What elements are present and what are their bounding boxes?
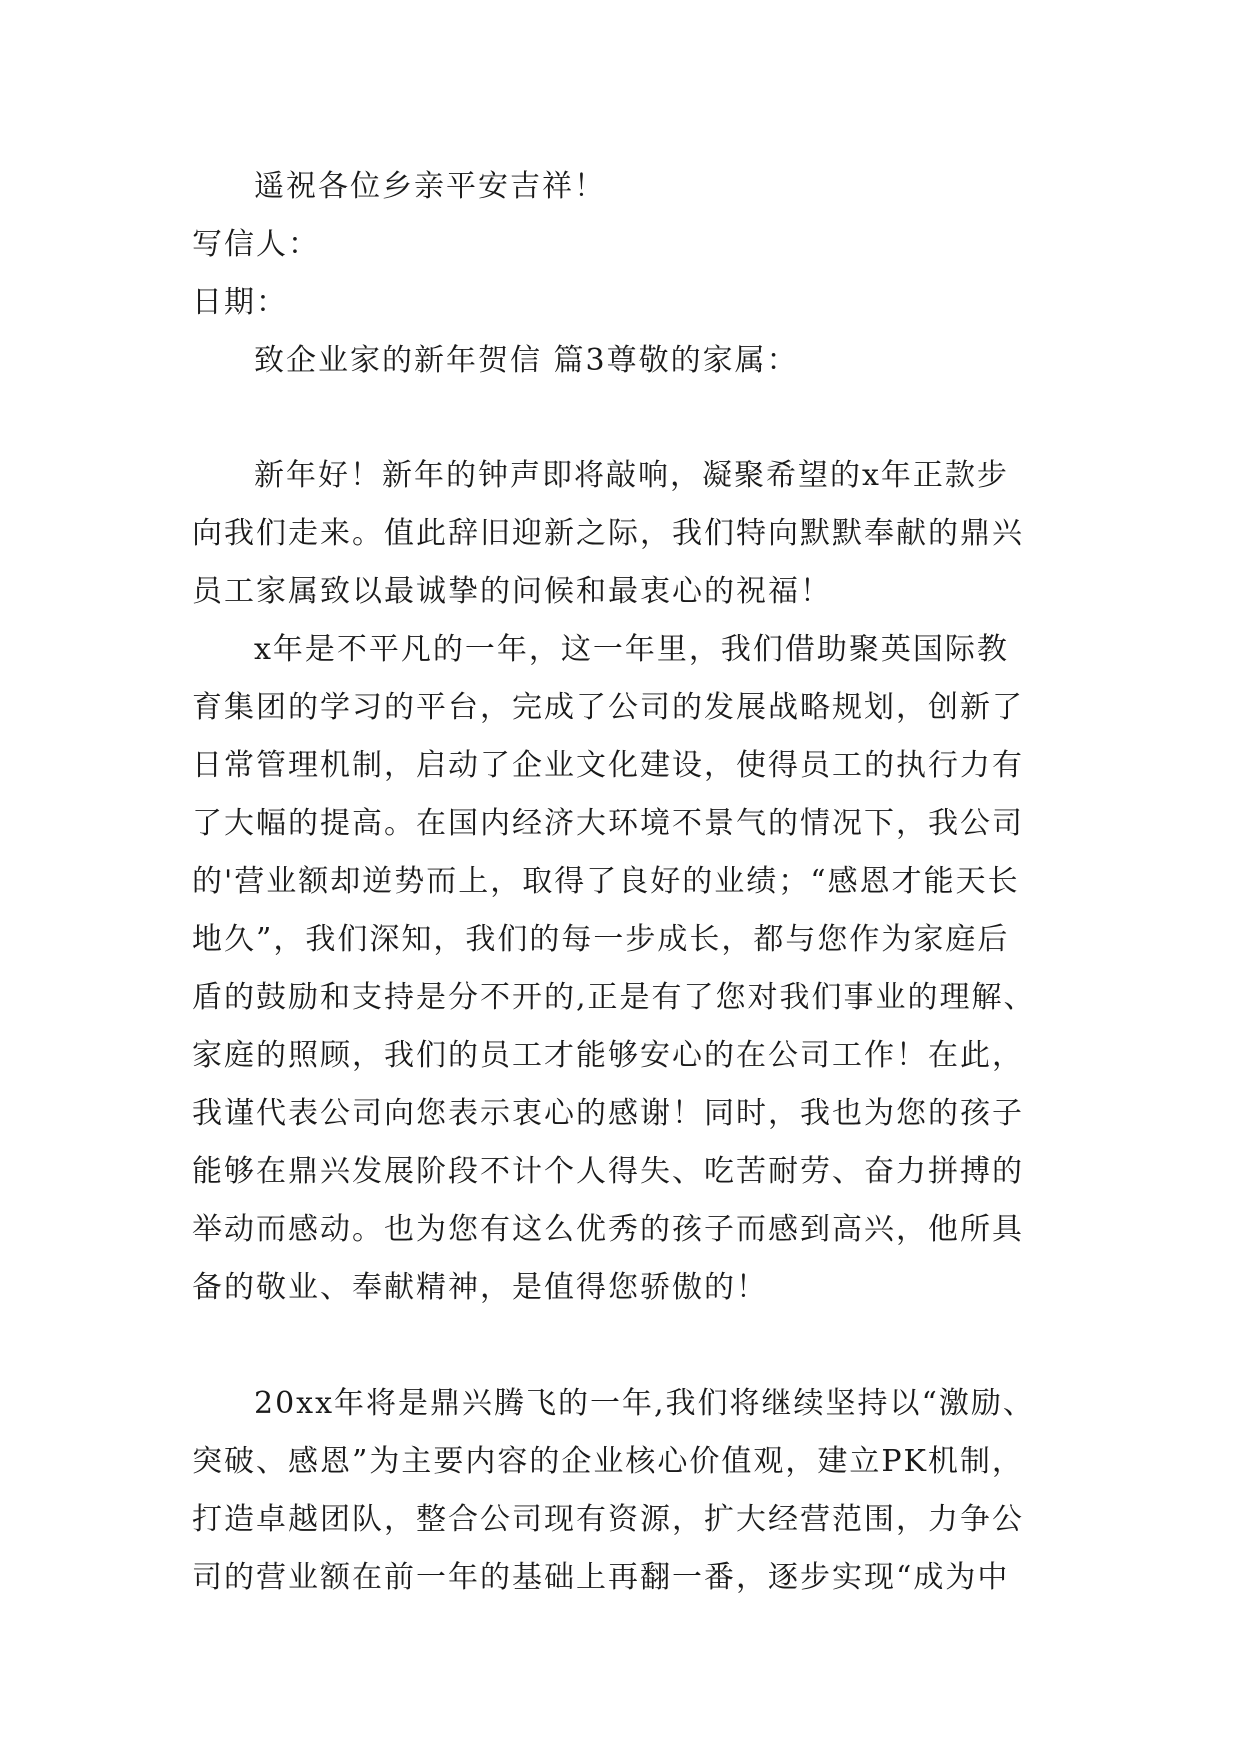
paragraph-2-line: 育集团的学习的平台，完成了公司的发展战略规划，创新了 [192, 690, 1024, 725]
paragraph-2-line: 我谨代表公司向您表示衷心的感谢！同时，我也为您的孩子 [192, 1096, 1024, 1131]
paragraph-2-line: 地久”，我们深知，我们的每一步成长，都与您作为家庭后 [192, 922, 1010, 957]
paragraph-3-line: 突破、感恩”为主要内容的企业核心价值观，建立PK机制， [192, 1444, 1024, 1479]
paragraph-2-line: 的'营业额却逆势而上，取得了良好的业绩；“感恩才能天长 [192, 864, 1020, 899]
paragraph-2-line: 了大幅的提高。在国内经济大环境不景气的情况下，我公司 [192, 806, 1024, 841]
paragraph-2-line: 能够在鼎兴发展阶段不计个人得失、吃苦耐劳、奋力拼搏的 [192, 1154, 1024, 1189]
paragraph-2-line: 举动而感动。也为您有这么优秀的孩子而感到高兴，他所具 [192, 1212, 1024, 1247]
paragraph-3-line: 打造卓越团队，整合公司现有资源，扩大经营范围，力争公 [192, 1502, 1024, 1537]
paragraph-2-line: 盾的鼓励和支持是分不开的,正是有了您对我们事业的理解、 [192, 980, 1036, 1015]
letter-heading: 致企业家的新年贺信 篇3尊敬的家属： [254, 343, 799, 378]
paragraph-3-line: 20xx年将是鼎兴腾飞的一年,我们将继续坚持以“激励、 [254, 1386, 1035, 1421]
paragraph-2-line: x年是不平凡的一年，这一年里，我们借助聚英国际教 [254, 632, 1009, 667]
paragraph-3-line: 司的营业额在前一年的基础上再翻一番，逐步实现“成为中 [192, 1560, 1010, 1595]
paragraph-1-line: 员工家属致以最诚挚的问候和最衷心的祝福！ [192, 574, 832, 609]
closing-line: 遥祝各位乡亲平安吉祥！ [254, 169, 606, 204]
writer-label: 写信人： [192, 227, 320, 262]
paragraph-2-line: 备的敬业、奉献精神，是值得您骄傲的！ [192, 1270, 768, 1305]
paragraph-1-line: 新年好！新年的钟声即将敲响，凝聚希望的x年正款步 [254, 458, 1009, 493]
paragraph-1-line: 向我们走来。值此辞旧迎新之际，我们特向默默奉献的鼎兴 [192, 516, 1024, 551]
paragraph-2-line: 家庭的照顾，我们的员工才能够安心的在公司工作！在此， [192, 1038, 1024, 1073]
date-label: 日期： [192, 285, 288, 320]
paragraph-2-line: 日常管理机制，启动了企业文化建设，使得员工的执行力有 [192, 748, 1024, 783]
